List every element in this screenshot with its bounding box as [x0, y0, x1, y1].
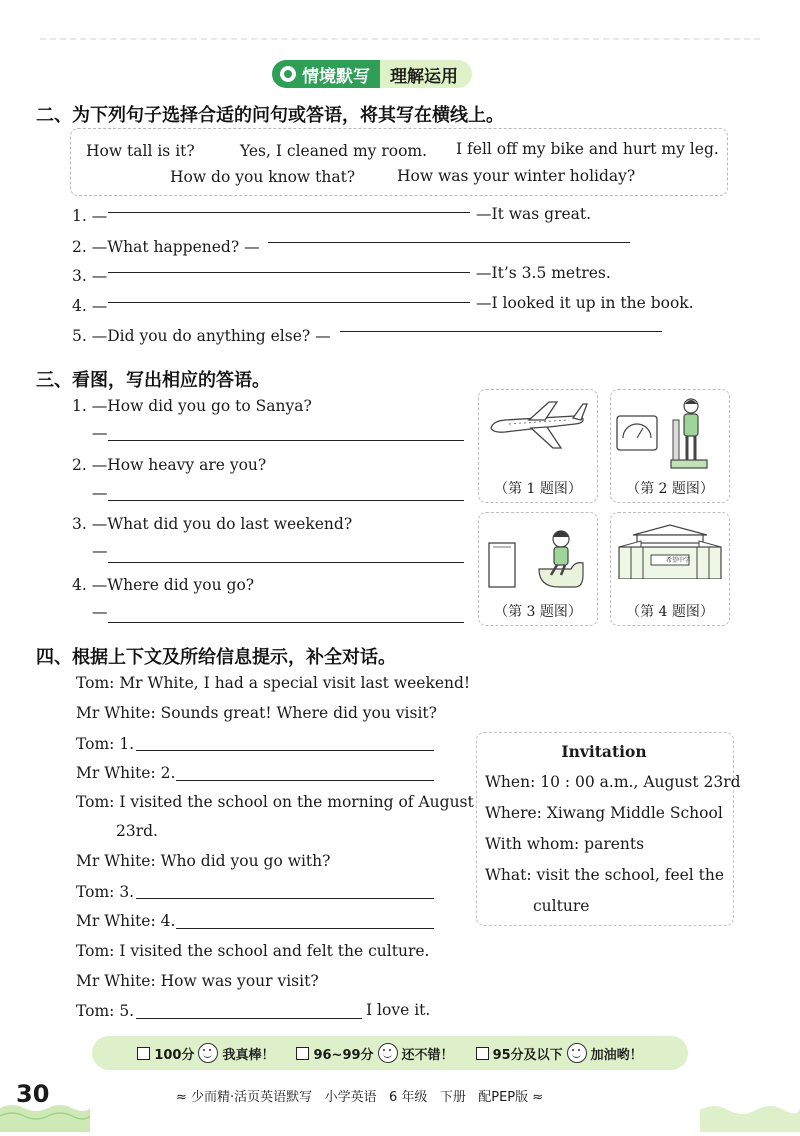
s3-answer-4-dash: —	[92, 603, 108, 621]
top-dashed-rule	[40, 38, 760, 40]
footer-waves-right: ≈	[532, 1090, 544, 1105]
dialogue-blank-5[interactable]	[136, 1018, 362, 1019]
invitation-card	[476, 732, 734, 926]
section2-title: 二、为下列句子选择合适的问句或答语，将其写在横线上。	[36, 105, 504, 126]
s2-item-4-post: —I looked it up in the book.	[476, 294, 694, 312]
s3-answer-3-dash: —	[92, 542, 108, 560]
assessment-100-text: 我真棒！	[222, 1047, 275, 1063]
s2-item-5-pre: 5. —Did you do anything else? —	[72, 327, 331, 345]
s2-item-1-pre: 1. —	[72, 207, 108, 225]
dialogue-line-4: Mr White: 2.	[76, 764, 176, 782]
s3-answer-2-dash: —	[92, 484, 108, 502]
s2-item-3-post: —It’s 3.5 metres.	[476, 264, 611, 282]
checkbox-96-99[interactable]	[296, 1047, 309, 1060]
section-banner	[272, 60, 472, 88]
picture-4-caption: （第 4 题图）	[626, 604, 714, 620]
option-5: How was your winter holiday?	[397, 167, 636, 185]
weighing-scale-icon	[611, 390, 729, 474]
dialogue-line-9: Tom: I visited the school and felt the culture.	[76, 942, 430, 960]
dialogue-line-10: Mr White: How was your visit?	[76, 972, 319, 990]
invitation-title: Invitation	[561, 742, 647, 761]
invitation-where: Where: Xiwang Middle School	[485, 804, 723, 822]
s2-item-1-post: —It was great.	[476, 205, 592, 223]
s2-item-3-pre: 3. —	[72, 267, 108, 285]
assessment-95-below[interactable]	[476, 1043, 643, 1063]
s2-item-5-blank[interactable]	[340, 331, 662, 332]
option-2: Yes, I cleaned my room.	[240, 142, 428, 160]
assessment-100-score: 100分	[154, 1047, 195, 1063]
invitation-with-whom: With whom: parents	[485, 835, 645, 853]
options-box	[70, 128, 728, 196]
section4-title: 四、根据上下文及所给信息提示，补全对话。	[36, 647, 396, 668]
s2-item-4-blank[interactable]	[108, 302, 470, 303]
dialogue-blank-1[interactable]	[136, 750, 434, 751]
dialogue-blank-2[interactable]	[176, 780, 434, 781]
banner-left-label: 情境默写	[302, 66, 370, 87]
s2-item-2-blank[interactable]	[268, 242, 630, 243]
s3-answer-2-blank[interactable]	[108, 500, 464, 501]
school-sign-text: 希望中学	[665, 557, 690, 564]
dialogue-line-11-end: I love it.	[366, 1001, 431, 1019]
checkbox-100[interactable]	[137, 1047, 150, 1060]
s2-item-4-pre: 4. —	[72, 297, 108, 315]
picture-1	[478, 389, 598, 503]
smiley-face-icon	[198, 1043, 218, 1063]
page-wave-decoration-right	[700, 1096, 800, 1132]
s2-item-2-pre: 2. —What happened? —	[72, 238, 260, 256]
assessment-96-99-text: 还不错！	[401, 1047, 454, 1063]
footer-volume: 下册	[439, 1090, 466, 1105]
s3-answer-1-dash: —	[92, 424, 108, 442]
assessment-96-99[interactable]	[296, 1043, 453, 1063]
s3-question-2: 2. —How heavy are you?	[72, 456, 267, 474]
s3-answer-1-blank[interactable]	[108, 440, 464, 441]
picture-2-caption: （第 2 题图）	[626, 481, 714, 497]
airplane-icon	[479, 390, 597, 474]
dialogue-line-11: Tom: 5.	[76, 1002, 135, 1020]
dialogue-line-2: Mr White: Sounds great! Where did you visit?	[76, 704, 437, 722]
footer-grade: 6 年级	[389, 1090, 428, 1105]
footer-subject: 小学英语	[324, 1090, 377, 1105]
school-gate-icon	[611, 519, 729, 579]
assessment-100[interactable]	[137, 1043, 274, 1063]
invitation-when: When: 10 : 00 a.m., August 23rd	[485, 773, 741, 791]
banner-left	[272, 60, 380, 88]
smiley-face-icon	[378, 1043, 398, 1063]
s3-question-3: 3. —What did you do last weekend?	[72, 515, 353, 533]
s2-item-3-blank[interactable]	[108, 272, 470, 273]
picture-4	[610, 512, 730, 626]
banner-right-label: 理解运用	[390, 66, 458, 87]
picture-1-caption: （第 1 题图）	[494, 481, 582, 497]
option-4: How do you know that?	[170, 168, 356, 186]
smiley-face-icon	[567, 1043, 587, 1063]
watching-tv-icon	[479, 513, 597, 597]
footer-brand: 少而精·活页英语默写	[191, 1090, 313, 1105]
checkbox-95-below[interactable]	[476, 1047, 489, 1060]
picture-3	[478, 512, 598, 626]
invitation-what: What: visit the school, feel the	[485, 866, 725, 884]
assessment-96-99-score: 96~99分	[313, 1047, 374, 1063]
option-1: How tall is it?	[86, 142, 195, 160]
footer-edition: 配PEP版	[478, 1090, 529, 1105]
assessment-95-below-score: 95分及以下	[492, 1047, 563, 1063]
dialogue-line-8: Mr White: 4.	[76, 912, 176, 930]
picture-3-caption: （第 3 题图）	[494, 604, 582, 620]
dialogue-blank-3[interactable]	[136, 898, 434, 899]
banner-right	[380, 60, 472, 88]
s3-answer-4-blank[interactable]	[108, 622, 464, 623]
self-assessment-bar	[92, 1036, 688, 1070]
medal-icon	[280, 66, 296, 82]
s2-item-1-blank[interactable]	[108, 212, 470, 213]
s3-question-4: 4. —Where did you go?	[72, 576, 255, 594]
section3-title: 三、看图，写出相应的答语。	[36, 370, 270, 391]
picture-2	[610, 389, 730, 503]
dialogue-line-5: Tom: I visited the school on the morning of August	[76, 793, 474, 811]
s3-answer-3-blank[interactable]	[108, 562, 464, 563]
dialogue-line-5-cont: 23rd.	[116, 822, 158, 840]
dialogue-blank-4[interactable]	[176, 928, 434, 929]
footer-info	[176, 1086, 543, 1105]
dialogue-line-7: Tom: 3.	[76, 883, 135, 901]
assessment-95-below-text: 加油哟！	[590, 1047, 643, 1063]
s3-question-1: 1. —How did you go to Sanya?	[72, 397, 312, 415]
dialogue-line-3: Tom: 1.	[76, 735, 135, 753]
dialogue-line-1: Tom: Mr White, I had a special visit last weekend!	[76, 674, 471, 692]
footer-waves-left: ≈	[176, 1090, 187, 1105]
dialogue-line-6: Mr White: Who did you go with?	[76, 852, 331, 870]
page-number: 30	[16, 1080, 50, 1108]
option-3: I fell off my bike and hurt my leg.	[456, 140, 719, 158]
invitation-what-cont: culture	[533, 897, 590, 915]
